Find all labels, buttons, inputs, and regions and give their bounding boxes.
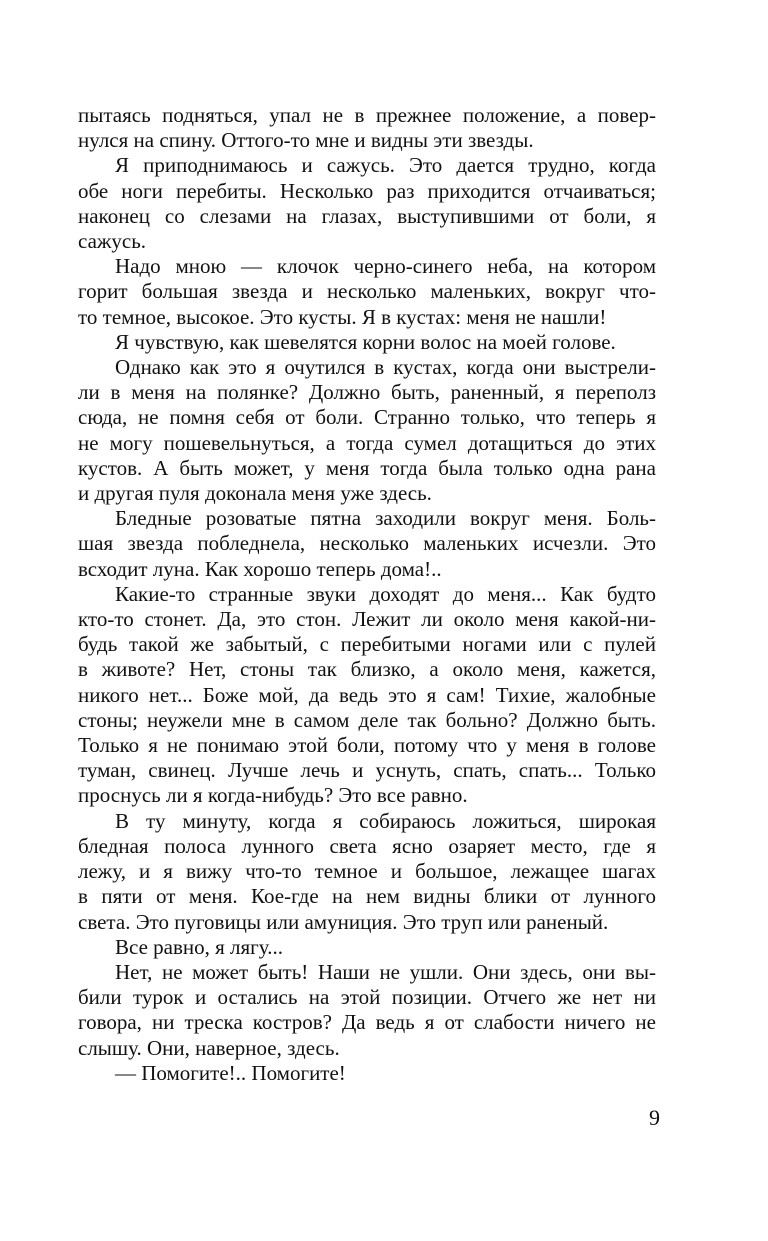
text-line: сажусь.	[78, 229, 147, 254]
text-line: кустов. А быть может, у меня тогда была только одна рана	[78, 455, 656, 480]
text-line: — Помогите!.. Помогите!	[115, 1060, 346, 1085]
text-line: нулся на спину. Оттого-то мне и видны эти звезды.	[78, 128, 534, 153]
text-line: обе ноги перебиты. Несколько раз приходится отчаиваться;	[78, 178, 656, 203]
paragraph	[78, 582, 656, 809]
paragraph	[78, 809, 656, 935]
text-line: Надо мною — клочок черно-синего неба, на котором	[115, 254, 656, 279]
text-line: В ту минуту, когда я собираюсь ложиться, широкая	[115, 808, 656, 833]
paragraph	[78, 153, 656, 254]
text-line: лежу, и я вижу что-то темное и большое, лежащее шагах	[78, 859, 656, 884]
text-line: Только я не понимаю этой боли, потому что у меня в голове	[78, 733, 656, 758]
text-line: слышу. Они, наверное, здесь.	[78, 1035, 340, 1060]
text-line: то темное, высокое. Это кусты. Я в кустах: меня не нашли!	[78, 304, 607, 329]
paragraph	[78, 935, 656, 960]
text-line: кто-то стонет. Да, это стон. Лежит ли около меня какой-ни-	[78, 607, 656, 632]
text-line: Бледные розоватые пятна заходили вокруг меня. Боль-	[115, 506, 656, 531]
text-line: Я чувствую, как шевелятся корни волос на моей голове.	[115, 329, 616, 354]
text-line: не могу пошевельнуться, а тогда сумел дотащиться до этих	[78, 430, 656, 455]
text-line: Нет, не может быть! Наши не ушли. Они здесь, они вы-	[115, 959, 656, 984]
text-line: в животе? Нет, стоны так близко, а около меня, кажется,	[78, 657, 656, 682]
page-number: 9	[649, 1105, 660, 1130]
text-line: бледная полоса лунного света ясно озаряет место, где я	[78, 833, 656, 858]
text-line: ли в меня на полянке? Должно быть, раненный, я переполз	[78, 380, 656, 405]
text-line: всходит луна. Как хорошо теперь дома!..	[78, 556, 442, 581]
text-line: Однако как это я очутился в кустах, когда они выстрели-	[115, 355, 656, 380]
text-line: пытаясь подняться, упал не в прежнее положение, а повер-	[78, 103, 656, 127]
text-line: проснусь ли я когда-нибудь? Это все равно.	[78, 783, 468, 808]
text-line: будь такой же забытый, с перебитыми ногами или с пулей	[78, 632, 656, 657]
text-line: шая звезда побледнела, несколько маленьких исчезли. Это	[78, 531, 656, 556]
text-line: и другая пуля доконала меня уже здесь.	[78, 481, 432, 506]
text-line: стоны; неужели мне в самом деле так больно? Должно быть.	[78, 707, 656, 732]
text-line: говора, ни треска костров? Да ведь я от слабости ничего не	[78, 1010, 656, 1035]
text-line: сюда, не помня себя от боли. Странно только, что теперь я	[78, 405, 656, 430]
text-line: никого нет... Боже мой, да ведь это я сам! Тихие, жалобные	[78, 682, 656, 707]
paragraph	[78, 960, 656, 1061]
text-line: Я приподнимаюсь и сажусь. Это дается трудно, когда	[115, 153, 656, 178]
text-line: Какие-то странные звуки доходят до меня... Как будто	[115, 581, 656, 606]
paragraph	[78, 355, 656, 506]
text-line: в пяти от меня. Кое-где на нем видны блики от лунного	[78, 884, 656, 909]
text-line: били турок и остались на этой позиции. Отчего же нет ни	[78, 985, 656, 1010]
text-line: Все равно, я лягу...	[115, 934, 283, 959]
paragraph	[78, 506, 656, 582]
paragraph	[78, 330, 656, 355]
paragraph	[78, 103, 656, 153]
text-line: горит большая звезда и несколько маленьких, вокруг что-	[78, 279, 656, 304]
paragraph	[78, 1061, 656, 1086]
text-line: наконец со слезами на глазах, выступившими от боли, я	[78, 203, 656, 228]
paragraph	[78, 254, 656, 330]
body-text	[78, 103, 656, 1086]
text-line: туман, свинец. Лучше лечь и уснуть, спать, спать... Только	[78, 758, 656, 783]
text-line: света. Это пуговицы или амуниция. Это труп или раненый.	[78, 909, 609, 934]
